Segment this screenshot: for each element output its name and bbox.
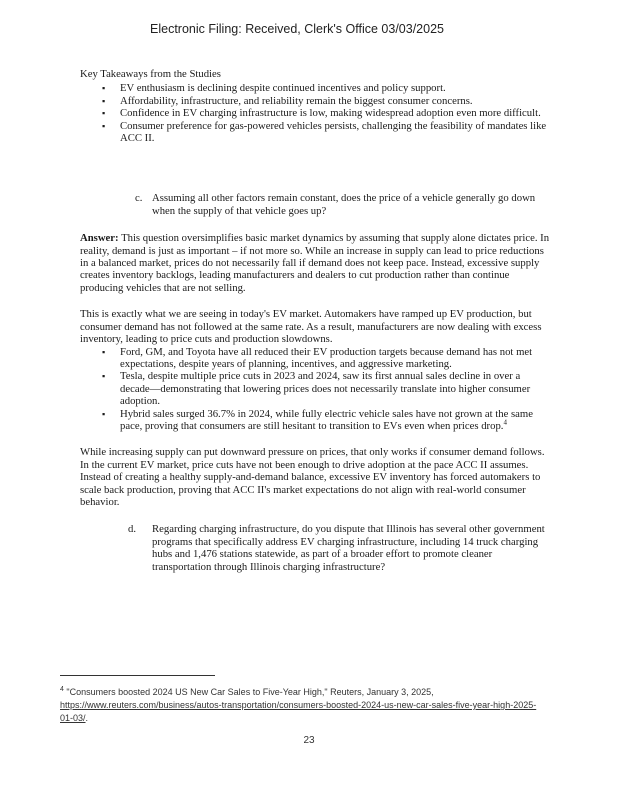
footnote-number: 4 (60, 686, 64, 693)
footnote-trail: . (85, 713, 89, 723)
takeaway-item-2: ▪ Affordability, infrastructure, and reliability remain the biggest consumer concerns. (80, 95, 550, 107)
filing-header: Electronic Filing: Received, Clerk's Office 03/03/2025 (150, 22, 444, 36)
footnote-text: "Consumers boosted 2024 US New Car Sales to Five-Year High," Reuters, January 3, 2025, (63, 687, 434, 697)
footnote (60, 686, 540, 725)
footnote-divider (60, 675, 215, 676)
market-bullet-1: ▪ Ford, GM, and Toyota have all reduced their EV production targets because demand has not met expectations, despite years of planning, incentives, and aggressive marketing. (80, 346, 550, 371)
market-bullet-3 (80, 408, 550, 433)
document-body (80, 68, 550, 573)
conclusion-paragraph: While increasing supply can put downward pressure on prices, that only works if consumer demand follows. In the current EV market, price cuts have not been enough to drive adoption at the pace ACC II assumes. Instead of creating a healthy supply-and-demand balance, excessive EV inventory has forced automakers to scale back production, proving that ACC II's market expectations do not align with real-world consumer behavior. (80, 446, 545, 508)
answer-text: This question oversimplifies basic market dynamics by assuming that supply alone dictates price. In reality, demand is just as important – if not more so. While an increase in supply can lead to price reductions in a balanced market, prices do not necessarily fall if demand does not keep pace. Instead, excessive supply creates inventory backlogs, leading manufacturers and dealers to cut production rather than continue producing vehicles that are not selling. (80, 232, 550, 294)
takeaway-item-3: ▪ Confidence in EV charging infrastructure is low, making widespread adoption even more difficult. (80, 107, 550, 119)
footnote-link[interactable]: https://www.reuters.com/business/autos-transportation/consumers-boosted-2024-us-new-car-sales-five-year-high-2025-01-03/ (60, 700, 537, 723)
question-d (80, 523, 550, 573)
market-bullet-3-text: Hybrid sales surged 36.7% in 2024, while fully electric vehicle sales have not grown at the same pace, proving that consumers are still hesitant to transition to EVs even when prices drop. (120, 407, 533, 432)
question-d-text: Regarding charging infrastructure, do you dispute that Illinois has several other government programs that specifically address EV charging infrastructure, including 14 truck charging hubs and 1,476 stations statewide, as part of a broader effort to promote cleaner transportation through Illinois charging infrastructure? (152, 523, 545, 573)
market-paragraph: This is exactly what we are seeing in today's EV market. Automakers have ramped up EV production, but consumer demand has not followed at the same rate. As a result, manufacturers are now dealing with excess inventory, leading to price cuts and production slowdowns. (80, 308, 542, 346)
page-number: 23 (303, 735, 315, 746)
question-c (80, 192, 550, 217)
takeaways-list (80, 82, 550, 144)
question-d-marker: d. (128, 523, 137, 536)
footnote-ref[interactable]: 4 (503, 418, 507, 427)
question-c-text: Assuming all other factors remain constant, does the price of a vehicle generally go down when the supply of that vehicle goes up? (152, 192, 536, 217)
answer-label: Answer: (80, 232, 119, 245)
answer-paragraph (80, 232, 550, 294)
market-bullet-2: ▪ Tesla, despite multiple price cuts in 2023 and 2024, saw its first annual sales decline in over a decade—demonstrating that lowering prices does not necessarily translate into higher consumer adoption. (80, 370, 550, 407)
market-bullets (80, 346, 550, 433)
takeaway-item-4: ▪ Consumer preference for gas-powered vehicles persists, challenging the feasibility of mandates like ACC II. (80, 120, 550, 145)
takeaways-heading: Key Takeaways from the Studies (80, 68, 221, 80)
question-c-marker: c. (135, 192, 143, 205)
takeaway-item-1: ▪ EV enthusiasm is declining despite continued incentives and policy support. (80, 82, 550, 94)
